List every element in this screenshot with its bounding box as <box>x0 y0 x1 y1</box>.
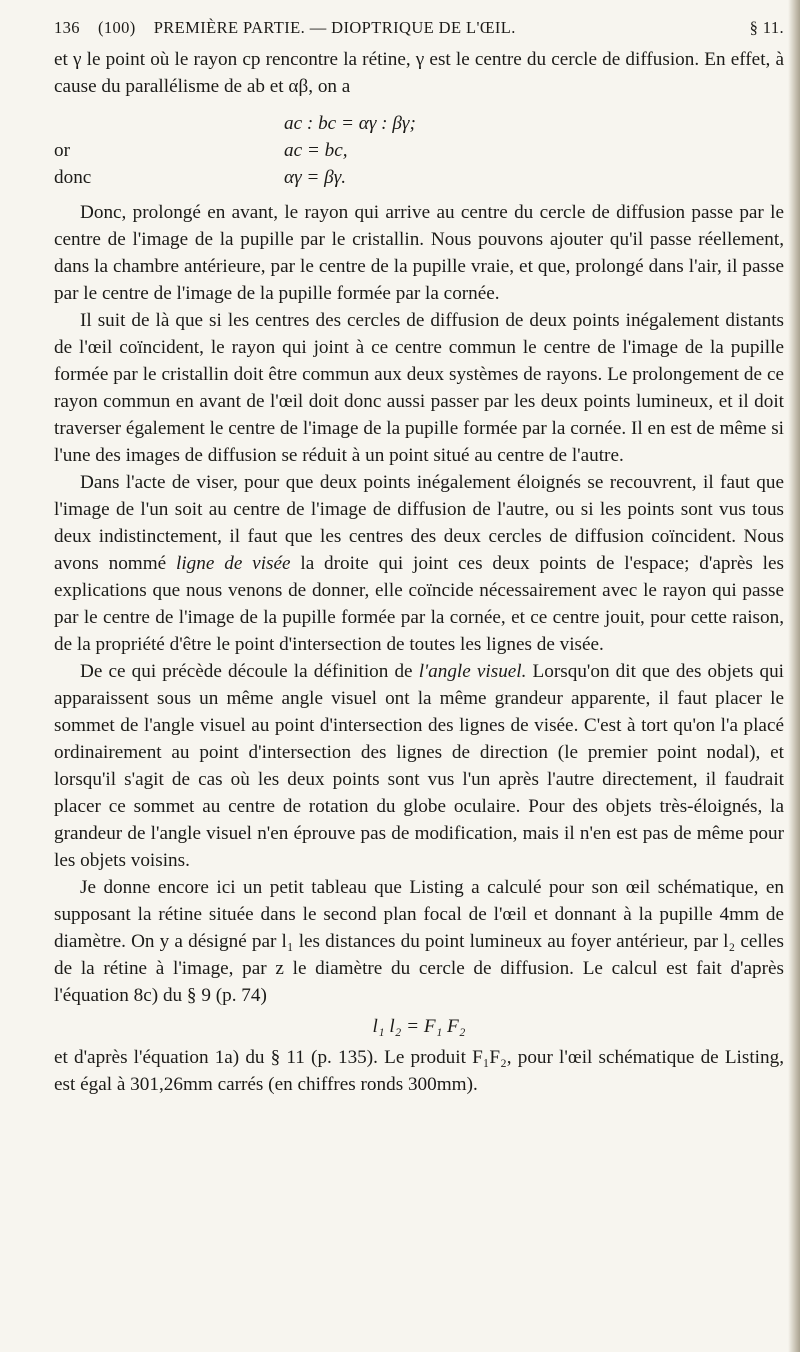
paragraph-final: et d'après l'équation 1a) du § 11 (p. 135). Le produit F₁F₂, pour l'œil schématique de Listing, est égal à 301,26mm carrés (en chiffres ronds 300mm). <box>54 1047 784 1095</box>
formula-row <box>54 137 784 164</box>
paragraph: Donc, prolongé en avant, le rayon qui arrive au centre du cercle de diffusion passe par le centre de l'image de la pupille par le cristallin. Nous pouvons ajouter qu'il passe réellement, dans la chambre antérieure, par le centre de la pupille vraie, et que, prolongé dans l'air, il passe par le centre de l'image de la pupille formée par la cornée. <box>54 202 784 304</box>
centered-equation: l₁ l₂ = F₁ F₂ <box>372 1016 466 1037</box>
intro-paragraph: et γ le point où le rayon cp rencontre la rétine, γ est le centre du cercle de diffusion. En effet, à cause du parallélisme de ab et αβ, on a <box>54 49 784 97</box>
formula-label: donc <box>54 167 92 188</box>
running-title: PREMIÈRE PARTIE. — DIOPTRIQUE DE L'ŒIL. <box>153 18 516 37</box>
formula-expression: ac : bc = αγ : βγ; <box>284 113 416 134</box>
section-ref: (100) <box>97 18 136 37</box>
paragraph: Il suit de là que si les centres des cercles de diffusion de deux points inégalement distants de l'œil coïncident, le rayon qui joint à ce centre commun le centre de l'image de la pupille formée par le cristallin doit être commun aux deux systèmes de rayons. Le prolongement de ce rayon commun en avant de l'œil doit donc aussi passer par les deux points lumineux, et il doit traverser également le centre de l'image de la pupille formée par la cornée. Il en est de même si l'une des images de diffusion se réduit à un point situé au centre de l'autre. <box>54 310 784 466</box>
formula-row <box>54 110 784 137</box>
body-text <box>54 46 784 1098</box>
running-header <box>54 18 784 46</box>
formula-label <box>54 110 284 137</box>
term-ligne-de-visee: ligne de visée <box>176 553 291 574</box>
paragraph-listing: Je donne encore ici un petit tableau que Listing a calculé pour son œil schématique, en supposant la rétine située dans le second plan focal de l'œil et donnant à la pupille 4mm de diamètre. On y a désigné par l₁ les distances du point lumineux au foyer antérieur, par l₂ celles de la rétine à l'image, par z le diamètre du cercle de diffusion. Le calcul est fait d'après l'équation 8c) du § 9 (p. 74) <box>54 877 784 1006</box>
formula-block <box>54 110 784 191</box>
formula-expression: ac = bc, <box>284 140 348 161</box>
paragraph-line-of-sight: Dans l'acte de viser, pour que deux points inégalement éloignés se recouvrent, il faut que l'image de l'un soit au centre de l'image de diffusion de l'autre, ou si les points sont vus tous deux indistinctement, il faut que les centres des deux cercles de diffusion coïncident. Nous avons nommé ligne de visée la droite qui joint ces deux points de l'espace; d'après les explications que nous venons de donner, elle coïncide nécessairement avec le rayon qui passe par le centre de l'image de la pupille formée par la cornée, et ce centre jouit, pour cette raison, de la propriété d'être le point d'intersection de toutes les lignes de visée. <box>54 472 785 655</box>
page-edge-shadow <box>788 0 800 1352</box>
page-number: 136 <box>54 18 80 37</box>
paragraph-visual-angle: De ce qui précède découle la définition de l'angle visuel. Lorsqu'on dit que des objets qui apparaissent sous un même angle visuel ont la même grandeur apparente, il faut placer le sommet de l'angle visuel au point d'intersection des lignes de visée. C'est à tort qu'on l'a placé ordinairement au point d'intersection des lignes de direction (le premier point nodal), et lorsqu'il s'agit de cas où les deux points sont vus l'un après l'autre directement, il faudrait placer ce sommet au centre de rotation du globe oculaire. Pour des objets très-éloignés, la grandeur de l'angle visuel n'en éprouve pas de modification, mais il n'en est pas de même pour les objets voisins. <box>54 661 785 871</box>
formula-expression: αγ = βγ. <box>284 167 347 188</box>
formula-row <box>54 164 784 191</box>
formula-label: or <box>54 140 70 161</box>
term-angle-visuel: l'angle visuel. <box>418 661 527 682</box>
paragraph-ref: § 11. <box>749 18 784 37</box>
